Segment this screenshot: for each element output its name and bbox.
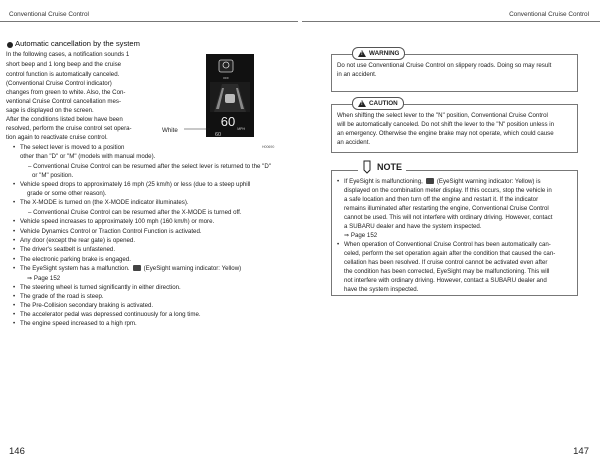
header-rule-right (302, 21, 600, 22)
note-text: If EyeSight is malfunctioning, (344, 178, 423, 185)
running-header-left: Conventional Cruise Control (9, 11, 89, 18)
note-text: a SUBARU dealer and have the system inspected. (344, 223, 482, 230)
section-bullet-icon (7, 42, 13, 48)
intro-line: resolved, perform the cruise control set opera- (6, 125, 132, 132)
note-label (358, 160, 406, 174)
list-item (20, 264, 241, 273)
note-item (344, 177, 541, 186)
list-item: • Any door (except the rear gate) is opened. (20, 236, 135, 245)
caution-label (352, 97, 404, 110)
list-item-cont: grade or some other reason). (27, 190, 107, 197)
meter-display-figure (162, 54, 287, 150)
list-subitem-cont: or "M" position. (32, 172, 74, 179)
intro-line: sage is displayed on the screen. (6, 107, 94, 114)
intro-line: control function is automatically canceled. (6, 71, 120, 78)
vehicle-icon (225, 94, 235, 103)
section-title: Automatic cancellation by the system (15, 39, 140, 48)
caution-text: an emergency. Otherwise the engine brake may not operate, which could cause (337, 130, 554, 137)
set-speed-readout: 60 (214, 132, 222, 138)
speed-unit: MPH (237, 127, 245, 131)
note-text: displayed on the combination meter display. If this occurs, stop the vehicle in (344, 187, 552, 194)
warning-triangle-icon (358, 50, 366, 57)
list-item: • The driver's seatbelt is unfastened. (20, 245, 115, 254)
intro-line: changes from green to white. Also, the Con- (6, 89, 126, 96)
header-rule-left (0, 21, 298, 22)
caution-label-text: CAUTION (369, 100, 398, 107)
list-item: • The steering wheel is turned significantly in either direction. (20, 283, 181, 292)
caution-text: When shifting the select lever to the "N" position, Conventional Cruise Control (337, 112, 548, 119)
warning-label (352, 47, 405, 60)
list-subitem: – Conventional Cruise Control can be resumed after the X-MODE is turned off. (28, 209, 242, 216)
list-item: • Vehicle Dynamics Control or Traction Control Function is activated. (20, 227, 202, 236)
list-item: • Vehicle speed drops to approximately 16 mph (25 km/h) or less (due to a steep uphill (20, 180, 250, 189)
list-item-cont: other than "D" or "M" (models with manual mode). (20, 153, 156, 160)
intro-line: In the following cases, a notification sounds 1 (6, 51, 130, 58)
list-item-text: The EyeSight system has a malfunction. (20, 265, 130, 272)
page-reference[interactable]: ⇒ Page 152 (27, 275, 61, 282)
running-header-right: Conventional Cruise Control (509, 11, 589, 18)
svg-text:OFF: OFF (223, 76, 229, 80)
note-label-text: NOTE (377, 162, 403, 172)
note-text: not interfere with ordinary driving. However, contact a SUBARU dealer and (344, 277, 547, 284)
caution-triangle-icon (358, 100, 366, 107)
intro-line: (Conventional Cruise Control indicator) (6, 80, 112, 87)
caution-text: will be automatically canceled. Do not shift the lever to the "N" position unless in (337, 121, 555, 128)
note-pencil-icon (362, 160, 372, 174)
list-item-text: (EyeSight warning indicator: Yellow) (143, 265, 242, 272)
page-number-left: 146 (9, 446, 25, 457)
list-item: • The electronic parking brake is engaged. (20, 255, 131, 264)
list-subitem: – Conventional Cruise Control can be resumed after the select lever is returned to the "D" (28, 163, 271, 170)
note-text: cannot be used. This will not interfere with ordinary driving. However, contact (344, 214, 553, 221)
intro-line: tion again to reactivate cruise control. (6, 134, 108, 141)
caution-text: an accident. (337, 139, 371, 146)
note-item: • When operation of Conventional Cruise Control has been automatically can- (344, 240, 551, 249)
intro-line: After the conditions listed below have been (6, 116, 123, 123)
intro-line: ventional Cruise Control cancellation mes- (6, 98, 122, 105)
intro-line: short beep and 1 long beep and the cruise (6, 61, 122, 68)
eyesight-warning-icon (426, 178, 434, 184)
list-item: • The X-MODE is turned on (the X-MODE indicator illuminates). (20, 198, 189, 207)
note-text: (EyeSight warning indicator: Yellow) is (436, 178, 541, 185)
list-item: • The engine speed increased to a high rpm. (20, 319, 137, 328)
callout-label: White (162, 127, 178, 134)
note-text: have the system inspected. (344, 286, 419, 293)
list-item: • The grade of the road is steep. (20, 292, 104, 301)
warning-label-text: WARNING (369, 50, 400, 57)
list-item: • The accelerator pedal was depressed continuously for a long time. (20, 310, 201, 319)
note-text: celed, perform the set operation again after the condition that caused the can- (344, 250, 556, 257)
figure-code: H00690 (262, 145, 275, 149)
note-text: the condition has been corrected, EyeSight may be malfunctioning. This will (344, 268, 550, 275)
list-item: • The select lever is moved to a position (20, 143, 124, 152)
page-number-right: 147 (573, 446, 589, 457)
warning-text: in an accident. (337, 71, 377, 78)
note-text: a safe location and then turn off the engine and restart it. If the indicator (344, 196, 539, 203)
warning-text: Do not use Conventional Cruise Control on slippery roads. Doing so may result (337, 62, 552, 69)
list-item: • Vehicle speed increases to approximately 100 mph (160 km/h) or more. (20, 217, 214, 226)
note-text: remains illuminated after restarting the engine, Conventional Cruise Control (344, 205, 549, 212)
eyesight-warning-icon (133, 265, 141, 271)
list-item: • The Pre-Collision secondary braking is activated. (20, 301, 153, 310)
page-reference[interactable]: ⇒ Page 152 (344, 232, 378, 239)
note-text: cellation has been resolved. If cruise control cannot be activated even after (344, 259, 548, 266)
speed-readout: 60 (220, 114, 236, 129)
